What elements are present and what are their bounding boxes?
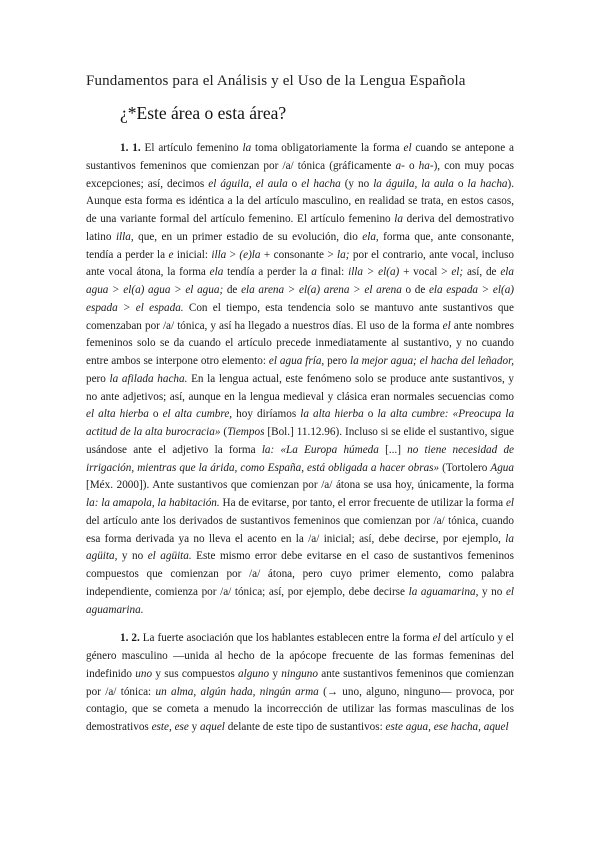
example-text: la alta cumbre: «Preocupa la actitud de la alta burocracia» [86,408,515,438]
example-text: la aguamarina, [408,585,479,598]
body-text-run: hoy diríamos [232,408,301,421]
body-text-run: toma obligatoriamente la forma [251,142,404,154]
example-text: illa > el(a) [348,266,400,279]
body-text-run: En la lengua actual, este fenómeno solo se produce ante sustantivos, y no ante adjetivos; así, aunque en la lengua medieval y clásica eran normales secuencias como [86,372,514,403]
example-text: ela agua > el(a) agua > el agua; [86,266,514,296]
body-text-run: y [188,721,201,733]
example-text: ela arena > el(a) arena > el arena [241,284,402,296]
example-text: (e)la [239,248,261,261]
example-text: el alta hierba [86,408,149,421]
example-text: Agua [490,461,514,474]
body-text-run: [Méx. 2000]). Ante sustantivos que comienzan por /a/ átona se usa hoy, únicamente, la forma [86,479,514,492]
section-title: ¿*Este área o esta área? [120,103,287,123]
body-text-run: así, de [463,266,501,279]
paragraph [86,630,514,737]
example-text: la; [337,248,350,261]
paragraph-number: 1. 2. [120,632,140,645]
example-text: illa, [115,230,134,243]
example-text: illa [211,248,227,261]
example-text: ninguno [281,667,318,680]
example-text: el agüita. [147,550,192,563]
body-text-run: o [363,408,378,421]
example-text: la: la amapola, la habitación. [86,497,220,509]
body-text-run: pero [86,372,110,385]
body-text-run: > [226,248,240,261]
body-text-run: o [404,159,419,172]
example-text: la afilada hacha. [109,372,188,385]
example-text: la hacha [467,177,508,190]
example-text: a- [395,159,405,172]
body-text-run: Con el tiempo, esta tendencia solo se mantuvo ante sustantivos que comenzaban por /a/ tónica, y así ha llegado a nuestros días. El uso de la forma [86,301,514,332]
example-text: la águila, la aula [373,177,454,190]
body-text-run: y no [117,550,148,563]
example-text: el [432,632,441,645]
example-text: ha- [418,159,434,172]
body-text-run: cuando se antepone a sustantivos femeninos que comienzan por /a/ tónica (gráficamente [86,142,514,172]
body-text-run: ante nombres femeninos solo se da cuando el artículo precede inmediatamente al sustantivo, y no cuando entre ambos se interpone otro elemento: [86,319,514,367]
body-text-run: inicial: [173,248,212,261]
example-text: este agua, ese hacha, aquel [385,721,509,733]
example-text: a [311,266,317,279]
body-text-run: por el contrario, ante vocal, incluso ante vocal átona, la forma [86,248,514,279]
example-text: este, ese [151,721,189,733]
body-text-run: El artículo femenino [140,142,243,154]
body-text-run: pero [324,355,350,367]
example-text: no tiene necesidad de irrigación, mientras que la árida, como España, está obligada a hacer obras» [86,443,515,474]
example-text: e [168,248,174,261]
body-text-run: + vocal > [399,266,452,279]
example-text: el; [451,266,464,279]
body-text-run: o de [401,284,429,296]
example-text: el alta cumbre, [162,408,233,421]
body-text-run: ), con muy pocas excepciones; así, decimos [86,159,514,190]
body-text-run: final: [316,266,349,279]
body-text-run: delante de este tipo de sustantivos: [224,721,386,733]
paragraph [86,140,514,619]
example-text: el aguamarina. [86,585,515,616]
example-text: el hacha del leñador, [419,355,514,367]
body-text-run: + consonante > [260,248,338,261]
paragraph-number: 1. 1. [120,142,141,154]
body-text-run: ante sustantivos femeninos que comienzan por /a/ tónica: [86,667,515,698]
body-text-run: o [148,408,163,421]
body-text-run: ( [220,426,228,438]
example-text: el hacha [301,177,341,190]
body-text-run: que, en un primer estadio de su evolución, dio [133,230,363,243]
body-text-run: ). Aunque esta forma es idéntica a la del artículo masculino, en realidad se trata, en estos casos, de una variante formal del artículo femenino. El artículo femenino [86,177,515,225]
example-text: la mejor agua; [349,355,417,367]
example-text: ela, [362,230,379,243]
example-text: el agua fría, [268,355,325,367]
body-text-run: o [453,177,468,190]
example-text: el águila, el aula [208,177,288,190]
body-text-run: [...] [378,443,408,456]
body-text-run: tendía a perder la [223,266,312,279]
body-text-run: y sus compuestos [152,667,238,680]
example-text: la [242,142,252,154]
body-text-run: Este mismo error debe evitarse en el caso de sustantivos femeninos compuestos que comienzan por /a/ átona, pero cuyo primer elemento, como palabra independiente, comienza por /a/ tónica; así, por ejemplo, debe decirse [86,550,515,598]
example-text: alguno [238,667,270,680]
example-text: la alta hierba [300,408,364,421]
body-text-run: [Bol.] 11.12.96). Incluso si se elide el sustantivo, sigue usándose ante el adjetivo la forma [86,426,514,456]
body-text-run: de [223,284,242,296]
example-text: uno [135,667,153,680]
body-text-run: (Tortolero [439,461,491,474]
body-text-run: y [269,667,282,680]
example-text: un alma, algún hada, ningún arma [155,685,319,698]
example-text: el [505,497,515,509]
body-text-run: forma que, ante consonante, tendía a perder la [86,230,515,261]
example-text: el [403,142,412,154]
example-text: ela espada > el(a) espada > el espada. [86,284,515,314]
body-text-run: del artículo ante los derivados de sustantivos femeninos que comienzan por /a/ tónica, cuando esa forma derivada ya no lleva el acento en la /a/ inicial; así, debe decirse, por ejemplo, [86,514,514,545]
body-text-run: (y no [340,177,374,190]
example-text: la agüita, [86,532,514,563]
example-text: el [442,319,451,332]
page-header: Fundamentos para el Análisis y el Uso de la Lengua Española [86,73,466,89]
body-text-run: (→ uno, alguno, ninguno— provoca, por contagio, que se cometa a menudo la incorrección de utilizar las formas masculinas de los demostrativos [86,685,514,733]
body-text-run: y no [478,585,506,598]
body-text-run: Ha de evitarse, por tanto, el error frecuente de utilizar la forma [219,497,506,509]
example-text: la: «La Europa húmeda [261,443,379,456]
body-text-run: del artículo y el género masculino —unida al hecho de la apócope frecuente de las formas femeninas del indefinido [86,632,514,680]
example-text: ela [209,266,224,279]
body-text-run: deriva del demostrativo latino [86,213,514,243]
body-text-run: o [287,177,302,190]
document-body [86,140,514,748]
example-text: la [394,213,403,225]
body-text-run: La fuerte asociación que los hablantes establecen entre la forma [139,632,433,645]
example-text: aquel [200,721,225,733]
example-text: Tiempos [227,426,265,438]
